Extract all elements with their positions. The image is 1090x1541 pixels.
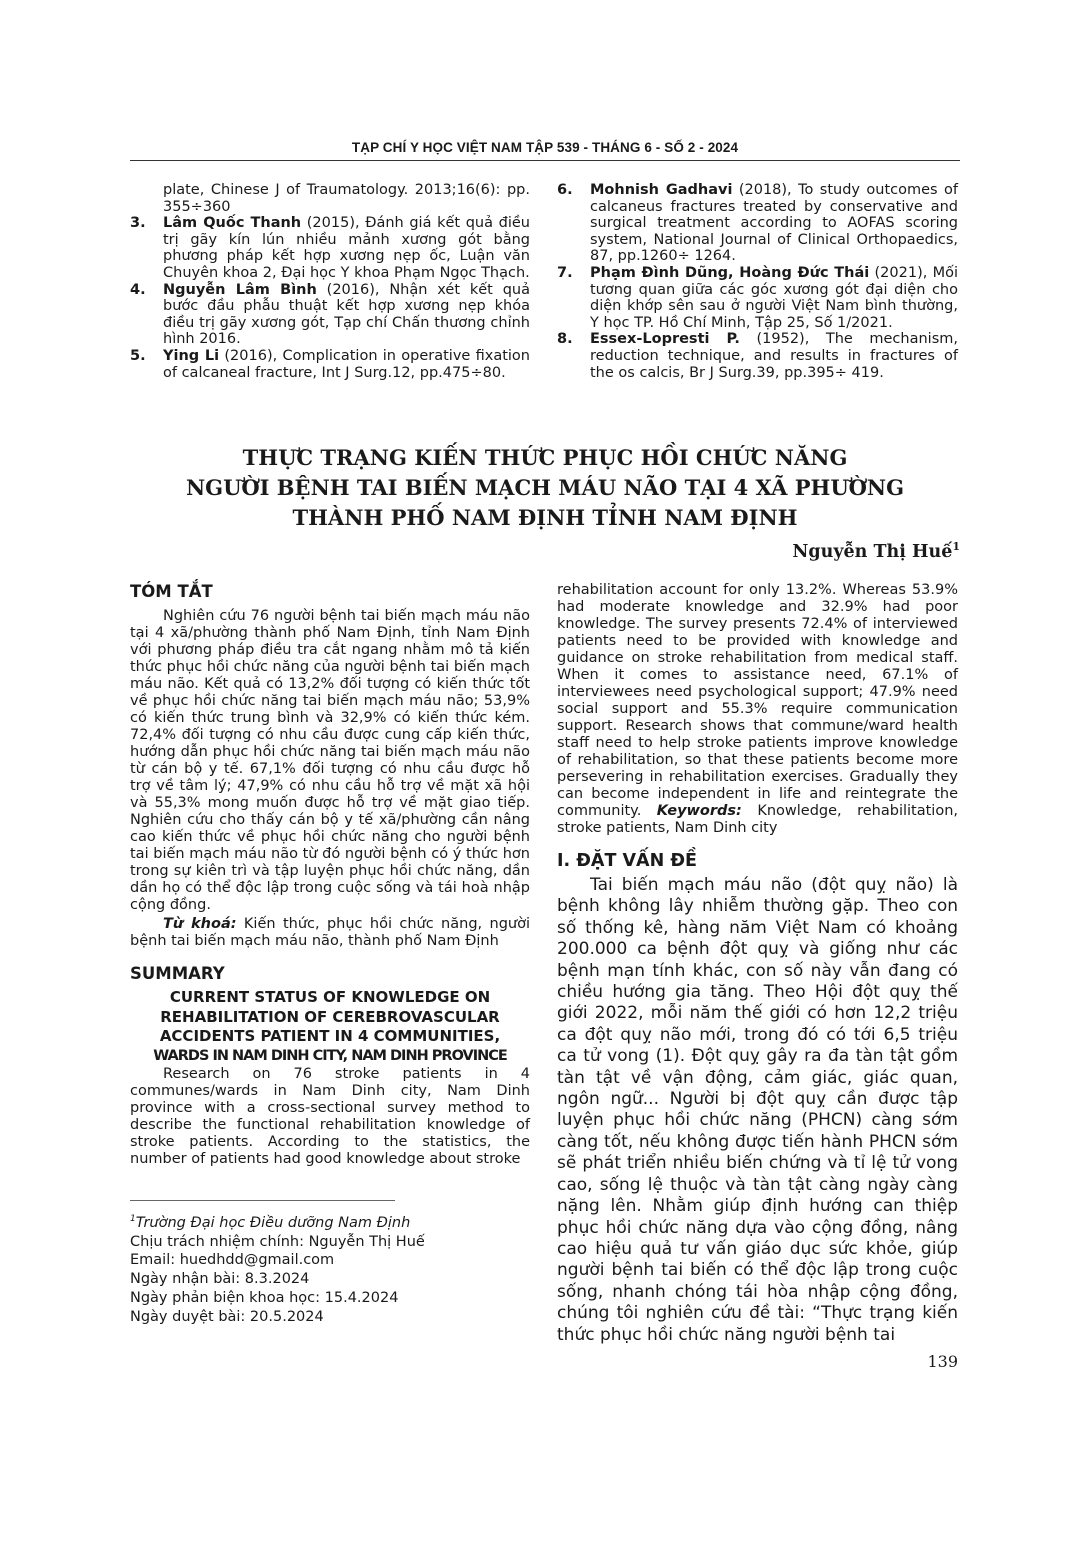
affiliation-mark: 1 — [130, 1214, 136, 1224]
reference-text: (2015), Đánh giá kết quả điều trị gãy kín lún nhiều mảnh xương gót bằng phương pháp kết hợp xương nẹp ốc, Luận văn Chuyên khoa 2, Đại học Y khoa Phạm Ngọc Thạch. — [163, 215, 530, 281]
reference-item — [557, 265, 958, 331]
tu-khoa-label: Từ khoá: — [163, 916, 237, 932]
tom-tat-abstract: Nghiên cứu 76 người bệnh tai biến mạch máu não tại 4 xã/phường thành phố Nam Định, tỉnh Nam Định với phương pháp điều tra cắt ngang nhằm mô tả kiến thức phục hồi chức năng của người bệnh tai biến mạch máu não. Kết quả có 13,2% đối tượng có kiến thức tốt về phục hồi chức năng tai biến mạch máu não; 53,9% có kiến thức trung bình và 32,9% có kiến thức kém. 72,4% đối tượng có nhu cầu được cung cấp kiến thức, hướng dẫn phục hồi chức năng tai biến mạch máu não từ cán bộ y tế. 67,1% đối tượng có nhu cầu được hỗ trợ về tâm lý; 47,9% có nhu cầu hỗ trợ về mặt xã hội và 55,3% mong muốn được hỗ trợ về mặt giao tiếp. Nghiên cứu cho thấy cán bộ y tế xã/phường cần nâng cao kiến thức về phục hồi chức năng cho người bệnh tai biến mạch máu não từ đó người bệnh có ý thức hơn trong sự kiên trì và tập luyện phục hồi chức năng, dần dần họ có thể độc lập trong cuộc sống và tái hoà nhập cộng đồng. — [130, 608, 530, 913]
section-1-heading: I. ĐẶT VẤN ĐỀ — [557, 851, 697, 871]
date-received: Ngày nhận bài: 8.3.2024 — [130, 1271, 310, 1288]
reference-author: Mohnish Gadhavi — [590, 182, 733, 198]
reference-text: (2021), Mối tương quan giữa các góc xương gót đại diện cho diện khớp sên sau ở người Việt Nam bình thường, Y học TP. Hồ Chí Minh, Tập 25, Số 1/2021. — [590, 264, 959, 331]
right-column — [557, 582, 958, 1346]
reference-number: 8. — [557, 331, 573, 348]
author-byline — [792, 540, 960, 562]
reference-item — [557, 331, 958, 381]
title-line: THÀNH PHỐ NAM ĐỊNH TỈNH NAM ĐỊNH — [292, 505, 798, 530]
reference-item: plate, Chinese J of Traumatology. 2013;16(6): pp. 355÷360 — [163, 182, 530, 215]
keywords-text: Knowledge, rehabilitation, stroke patients, Nam Dinh city — [557, 803, 959, 836]
summary-heading: SUMMARY — [130, 964, 225, 983]
reference-item — [130, 348, 530, 381]
reference-number: 3. — [130, 215, 146, 232]
reference-number: 5. — [130, 347, 146, 364]
summary-title-line: ACCIDENTS PATIENT IN 4 COMMUNITIES, — [159, 1027, 501, 1045]
title-line: NGƯỜI BỆNH TAI BIẾN MẠCH MÁU NÃO TẠI 4 XÃ PHƯỜNG — [185, 475, 905, 500]
tu-khoa-text: Kiến thức, phục hồi chức năng, người bệnh tai biến mạch máu não, thành phố Nam Định — [130, 916, 530, 949]
author-name: Nguyễn Thị Huế — [792, 541, 953, 562]
email: Email: huedhdd@gmail.com — [130, 1252, 335, 1269]
reference-text: (2018), To study outcomes of calcaneus fractures treated by conservative and surgical treatment according to AOFAS scoring system, National Journal of Clinical Orthopaedics, 87, pp.1260÷ 1264. — [590, 182, 958, 265]
footnotes — [130, 1210, 530, 1327]
reference-number: 7. — [557, 264, 573, 281]
reference-text: (1952), The mechanism, reduction technique, and results in fractures of the os calcis, Br J Surg.39, pp.395÷ 419. — [590, 331, 958, 381]
keywords-label: Keywords: — [656, 803, 742, 819]
reference-item — [557, 182, 958, 265]
left-column — [130, 582, 530, 1168]
author-affiliation-mark: 1 — [952, 540, 960, 553]
title-line: THỰC TRẠNG KIẾN THỨC PHỤC HỒI CHỨC NĂNG — [242, 445, 848, 470]
date-accepted: Ngày duyệt bài: 20.5.2024 — [130, 1308, 324, 1325]
reference-number: 6. — [557, 182, 573, 198]
header-rule — [130, 160, 960, 161]
tom-tat-heading: TÓM TẮT — [130, 582, 213, 601]
reference-item — [130, 282, 530, 348]
running-header: TẠP CHÍ Y HỌC VIỆT NAM TẬP 539 - THÁNG 6 - SỐ 2 - 2024 — [351, 140, 739, 155]
summary-title-line: WARDS IN NAM DINH CITY, NAM DINH PROVINCE — [153, 1047, 507, 1064]
reference-author: Phạm Đình Dũng, Hoàng Đức Thái — [590, 264, 870, 281]
references-right — [557, 182, 958, 381]
corresponding-author: Chịu trách nhiệm chính: Nguyễn Thị Huế — [130, 1233, 425, 1250]
reference-item — [130, 215, 530, 281]
summary-title — [130, 988, 530, 1066]
section-1-text: Tai biến mạch máu não (đột quỵ não) là bệnh không lây nhiễm thường gặp. Theo con số thống kê, hàng năm Việt Nam có khoảng 200.000 ca bệnh đột quỵ và giống như các bệnh mạn tính khác, con số này vẫn đang có chiều hướng gia tăng. Theo Hội đột quỵ thế giới 2022, mỗi năm thế giới có hơn 12,2 triệu ca đột quỵ não mới, trong đó có tới 6,5 triệu ca tử vong (1). Đột quỵ gây ra đa tàn tật gồm tàn tật về vận động, cảm giác, giác quan, ngôn ngữ... Người bị đột quỵ cần được tập luyện phục hồi chức năng (PHCN) càng sớm càng tốt, nếu không được tiến hành PHCN sớm sẽ phát triển nhiều biến chứng và tỉ lệ tử vong cao, sống lệ thuộc và tàn tật càng ngày càng nặng lên. Nhằm giúp định hướng can thiệp phục hồi chức năng dựa vào cộng đồng, nâng cao hiệu quả tư vấn giáo dục sức khỏe, giúp người bệnh tai biến có thể độc lập trong cuộc sống, nhanh chóng tái hòa nhập cộng đồng, chúng tôi nghiên cứu đề tài: “Thực trạng kiến thức phục hồi chức năng người bệnh tai — [557, 875, 958, 1345]
tu-khoa — [130, 916, 530, 950]
page-number: 139 — [927, 1352, 958, 1371]
date-reviewed: Ngày phản biện khoa học: 15.4.2024 — [130, 1290, 399, 1307]
reference-author: Essex-Lopresti P. — [590, 331, 740, 348]
reference-author: Ying Li — [163, 347, 220, 364]
reference-number: 4. — [130, 281, 146, 298]
reference-author: Nguyễn Lâm Bình — [163, 281, 317, 298]
reference-text: (2016), Complication in operative fixation of calcaneal fracture, Int J Surg.12, pp.475÷80. — [163, 347, 530, 381]
summary-abstract-right: rehabilitation account for only 13.2%. Whereas 53.9% had moderate knowledge and 32.9% had poor knowledge. The survey presents 72.4% of interviewed patients need to be provided with knowledge and guidance on stroke rehabilitation from medical staff. When it comes to assistance need, 67.1% of interviewees need psychological support; 47.9% need social support and 55.3% require communication support. Research shows that commune/ward health staff need to help stroke patients improve knowledge of rehabilitation, so that these patients become more persevering in rehabilitation exercises. Gradually they can become independent in life and reintegrate the community. Keywords: Knowledge, rehabilitation, stroke patients, Nam Dinh city — [557, 582, 959, 836]
summary-abstract-left: Research on 76 stroke patients in 4 communes/wards in Nam Dinh city, Nam Dinh province with a cross-sectional survey method to describe the functional rehabilitation knowledge of stroke patients. According to the statistics, the number of patients had good knowledge about stroke — [130, 1066, 530, 1167]
reference-author: Lâm Quốc Thanh — [163, 215, 302, 232]
summary-title-line: CURRENT STATUS OF KNOWLEDGE ON — [169, 988, 491, 1006]
footnote-rule — [130, 1200, 395, 1201]
summary-title-line: REHABILITATION OF CEREBROVASCULAR — [160, 1007, 500, 1026]
references-left — [130, 182, 530, 381]
article-title — [130, 443, 960, 533]
affiliation: $^1$Trường Đại học Điều dưỡng Nam Định — [130, 1214, 411, 1231]
reference-text: (2016), Nhận xét kết quả bước đầu phẫu thuật kết hợp xương nẹp khóa điều trị gãy xương gót, Tạp chí Chấn thương chỉnh hình 2016. — [163, 281, 530, 348]
